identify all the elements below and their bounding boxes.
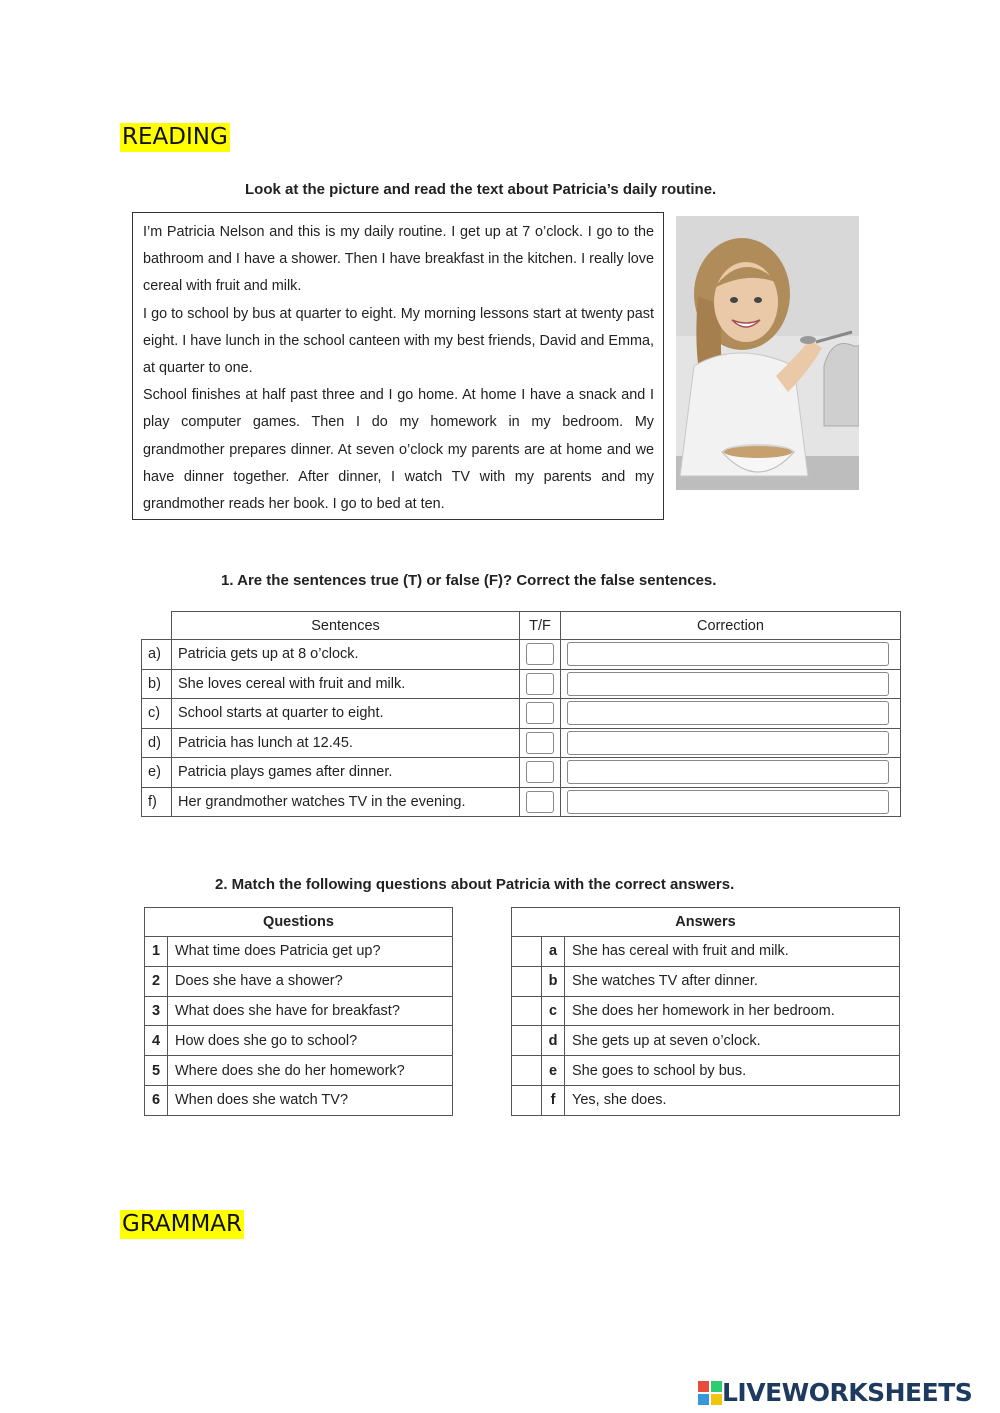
- answer-letter: d: [542, 1026, 565, 1056]
- question-number: 4: [145, 1026, 168, 1056]
- question-number: 1: [145, 937, 168, 967]
- row-letter: a): [142, 640, 172, 670]
- table-row: [142, 728, 901, 758]
- answer-letter: c: [542, 996, 565, 1026]
- question-number: 5: [145, 1056, 168, 1086]
- grammar-heading: GRAMMAR: [122, 1211, 243, 1237]
- sentences-header: Sentences: [172, 612, 520, 640]
- row-letter: d): [142, 728, 172, 758]
- exercise2-instruction: 2. Match the following questions about Patricia with the correct answers.: [215, 876, 735, 893]
- answer-letter: e: [542, 1056, 565, 1086]
- answer-letter: b: [542, 966, 565, 996]
- reading-paragraph: I go to school by bus at quarter to eight. My morning lessons start at twenty past eight. I have lunch in the school canteen with my best friends, David and Emma, at quarter to one.: [143, 305, 654, 377]
- tf-answer-input[interactable]: [526, 643, 554, 665]
- answer-text: She has cereal with fruit and milk.: [565, 937, 900, 967]
- tf-answer-input[interactable]: [526, 732, 554, 754]
- question-number: 6: [145, 1085, 168, 1115]
- correction-input[interactable]: [567, 790, 889, 814]
- sentence-text: Patricia plays games after dinner.: [172, 758, 520, 788]
- table-row: [142, 669, 901, 699]
- reading-paragraph: I’m Patricia Nelson and this is my daily routine. I get up at 7 o’clock. I go to the bathroom and I have a shower. Then I have breakfast in the kitchen. I really love cereal with fruit and milk.: [143, 224, 654, 295]
- answer-letter: f: [542, 1085, 565, 1115]
- match-dropzone[interactable]: [512, 966, 542, 996]
- logo-text: LIVEWORKSHEETS: [722, 1378, 973, 1407]
- sentence-text: Her grandmother watches TV in the evening.: [172, 787, 520, 817]
- correction-input[interactable]: [567, 642, 889, 666]
- question-text: How does she go to school?: [168, 1026, 453, 1056]
- answers-table: [511, 907, 900, 1116]
- table-row: [512, 996, 900, 1026]
- reading-instruction: Look at the picture and read the text about Patricia’s daily routine.: [245, 181, 717, 198]
- answer-text: Yes, she does.: [565, 1085, 900, 1115]
- match-dropzone[interactable]: [512, 1085, 542, 1115]
- match-dropzone[interactable]: [512, 996, 542, 1026]
- girl-eating-cereal-illustration: [676, 216, 859, 490]
- questions-header: Questions: [145, 908, 453, 937]
- reading-text-box: [132, 212, 664, 520]
- true-false-table: [141, 611, 901, 817]
- table-row: [145, 966, 453, 996]
- reading-heading: READING: [122, 124, 228, 150]
- table-row: [142, 758, 901, 788]
- reading-paragraph: School finishes at half past three and I go home. At home I have a snack and I play computer games. Then I do my homework in my bedroom. My grandmother prepares dinner. At seven o’clock my parents are at home and we have dinner together. After dinner, I watch TV with my parents and my grandmother reads her book. I go to bed at ten.: [143, 387, 654, 513]
- liveworksheets-logo: [698, 1378, 972, 1407]
- correction-header: Correction: [561, 612, 901, 640]
- exercise1-instruction: 1. Are the sentences true (T) or false (F)? Correct the false sentences.: [221, 572, 717, 589]
- table-row: [145, 996, 453, 1026]
- answers-header: Answers: [512, 908, 900, 937]
- match-dropzone[interactable]: [512, 1026, 542, 1056]
- sentence-text: She loves cereal with fruit and milk.: [172, 669, 520, 699]
- table-row: [145, 937, 453, 967]
- table-row: [145, 1056, 453, 1086]
- table-row: [512, 937, 900, 967]
- match-dropzone[interactable]: [512, 1056, 542, 1086]
- row-letter: b): [142, 669, 172, 699]
- row-letter: f): [142, 787, 172, 817]
- answer-text: She does her homework in her bedroom.: [565, 996, 900, 1026]
- table-row: [142, 787, 901, 817]
- question-text: Where does she do her homework?: [168, 1056, 453, 1086]
- tf-answer-input[interactable]: [526, 761, 554, 783]
- tf-answer-input[interactable]: [526, 702, 554, 724]
- sentence-text: School starts at quarter to eight.: [172, 699, 520, 729]
- question-text: What does she have for breakfast?: [168, 996, 453, 1026]
- row-letter: c): [142, 699, 172, 729]
- sentence-text: Patricia has lunch at 12.45.: [172, 728, 520, 758]
- tf-answer-input[interactable]: [526, 673, 554, 695]
- correction-input[interactable]: [567, 760, 889, 784]
- question-number: 3: [145, 996, 168, 1026]
- correction-input[interactable]: [567, 731, 889, 755]
- tf-answer-input[interactable]: [526, 791, 554, 813]
- table-row: [142, 699, 901, 729]
- match-dropzone[interactable]: [512, 937, 542, 967]
- table-row: [512, 1026, 900, 1056]
- table-row: [512, 966, 900, 996]
- liveworksheets-logo-icon: [698, 1381, 722, 1405]
- table-row: [142, 640, 901, 670]
- row-letter: e): [142, 758, 172, 788]
- question-text: What time does Patricia get up?: [168, 937, 453, 967]
- answer-text: She gets up at seven o’clock.: [565, 1026, 900, 1056]
- girl-eating-cereal-photo: [676, 216, 859, 490]
- answer-text: She watches TV after dinner.: [565, 966, 900, 996]
- correction-input[interactable]: [567, 701, 889, 725]
- answer-text: She goes to school by bus.: [565, 1056, 900, 1086]
- correction-input[interactable]: [567, 672, 889, 696]
- table-row: [512, 1085, 900, 1115]
- question-number: 2: [145, 966, 168, 996]
- table-row: [145, 1026, 453, 1056]
- question-text: When does she watch TV?: [168, 1085, 453, 1115]
- table-row: [512, 1056, 900, 1086]
- question-text: Does she have a shower?: [168, 966, 453, 996]
- table-row: [145, 1085, 453, 1115]
- tf-header: T/F: [520, 612, 561, 640]
- questions-table: [144, 907, 453, 1116]
- sentence-text: Patricia gets up at 8 o’clock.: [172, 640, 520, 670]
- answer-letter: a: [542, 937, 565, 967]
